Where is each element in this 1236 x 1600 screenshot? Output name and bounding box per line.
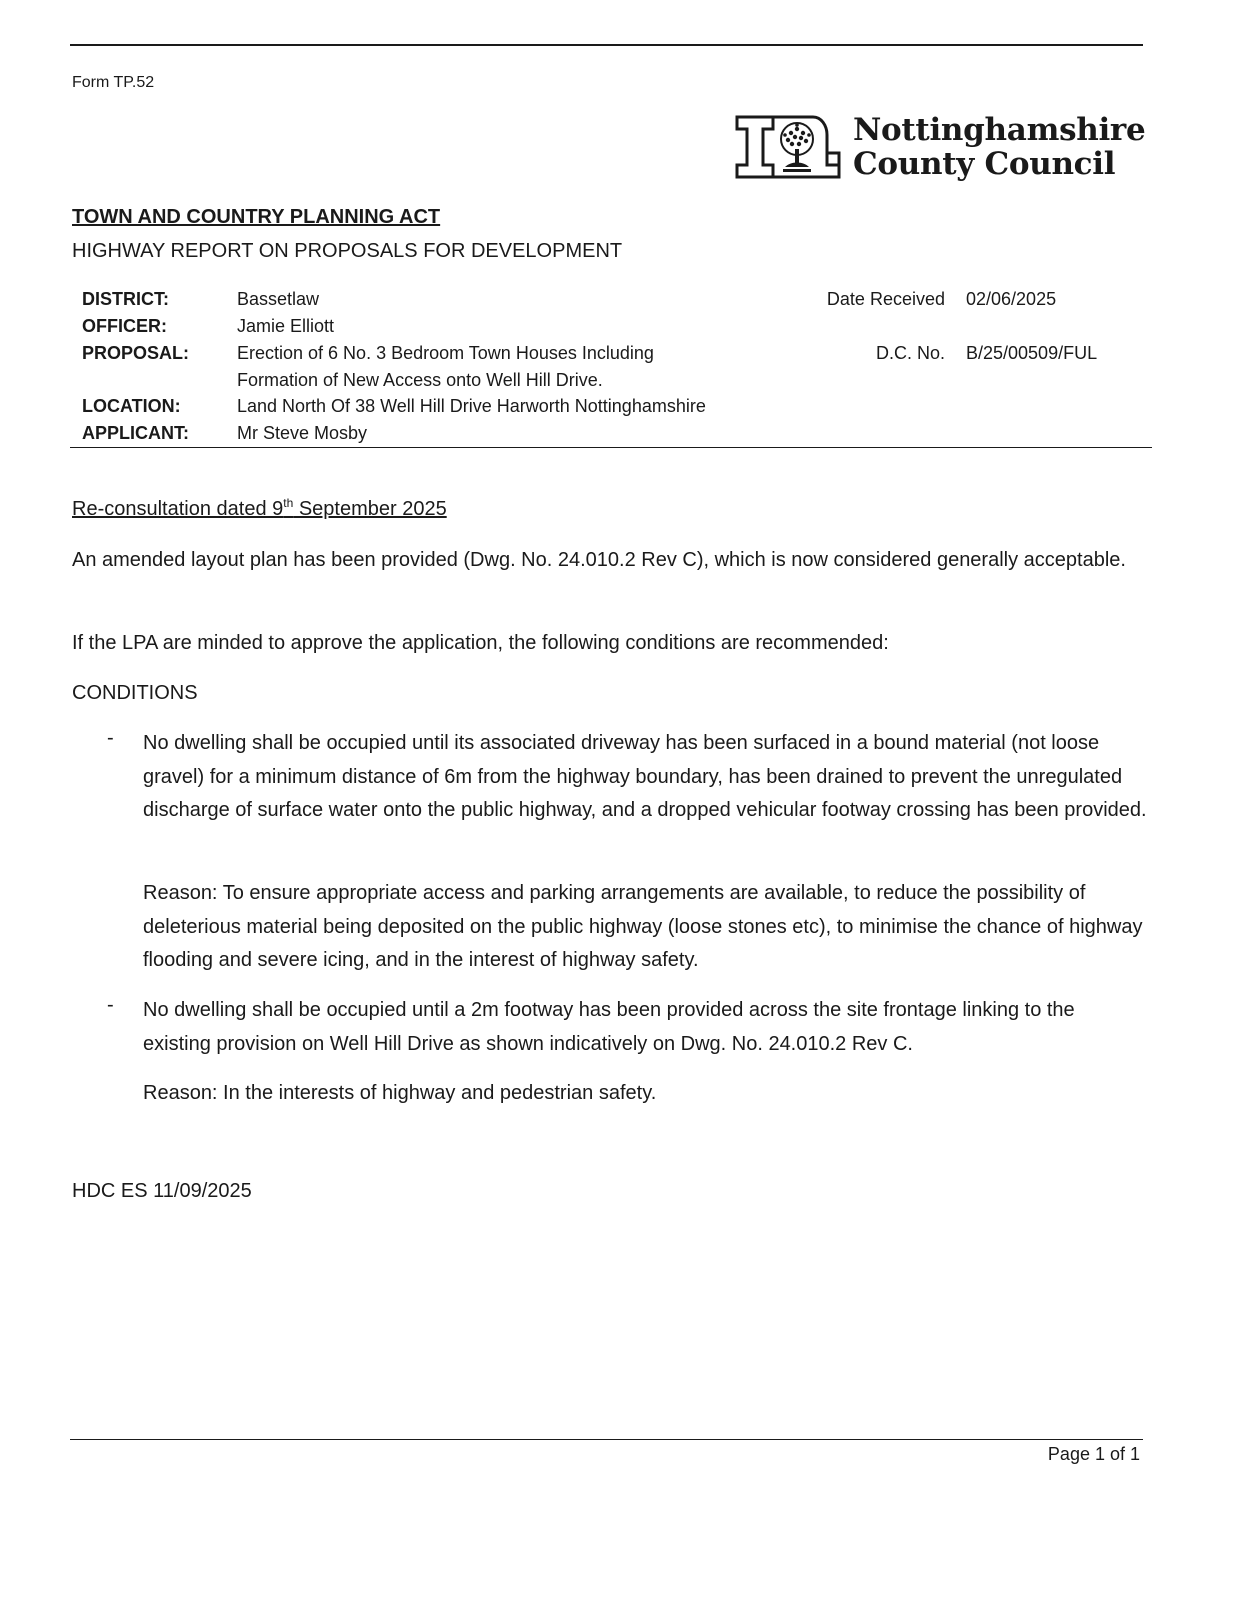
council-crest-icon: [735, 113, 843, 181]
header-rule: [70, 447, 1152, 448]
dc-no-label: D.C. No.: [875, 343, 945, 363]
condition-text: No dwelling shall be occupied until its associated driveway has been surfaced in a bound material (not loose gravel) for a minimum distance of 6m from the highway boundary, has been drained to prevent the unregulated discharge of surface water onto the public highway, and a dropped vehicular footway crossing has been provided.: [143, 732, 1147, 821]
location-label: LOCATION:: [82, 396, 181, 416]
heading-suffix: September 2025: [293, 498, 447, 520]
applicant-value: Mr Steve Mosby: [237, 423, 368, 443]
council-name-line1: Nottinghamshire: [853, 112, 1146, 148]
proposal-label: PROPOSAL:: [82, 343, 190, 363]
district-value: Bassetlaw: [237, 289, 320, 309]
location-value: Land North Of 38 Well Hill Drive Harworth Nottinghamshire: [237, 396, 706, 416]
sign-off: HDC ES 11/09/2025: [72, 1180, 252, 1202]
proposal-line2: Formation of New Access onto Well Hill Drive.: [237, 370, 603, 390]
council-name: [853, 113, 1145, 181]
dc-no-value: B/25/00509/FUL: [966, 343, 1098, 363]
heading-ordinal: th: [283, 496, 294, 510]
officer-value: Jamie Elliott: [237, 316, 335, 336]
condition-reason: Reason: To ensure appropriate access and parking arrangements are available, to reduce the possibility of deleterious material being deposited on the public highway (loose stones etc), to minimise the chance of highway flooding and severe icing, and in the interest of highway safety.: [143, 882, 1143, 971]
condition-bullet: -: [107, 727, 114, 749]
heading-prefix: Re-consultation dated 9: [72, 498, 284, 520]
page-number: Page 1 of 1: [1047, 1444, 1140, 1464]
form-reference: Form TP.52: [72, 74, 155, 91]
applicant-label: APPLICANT:: [82, 423, 189, 443]
council-name-line2: County Council: [853, 146, 1116, 182]
proposal-line1: Erection of 6 No. 3 Bedroom Town Houses Including: [237, 343, 654, 363]
reconsultation-heading: [72, 498, 447, 521]
footer-rule: [70, 1439, 1143, 1440]
conditions-heading: CONDITIONS: [72, 682, 198, 704]
district-label: DISTRICT:: [82, 289, 169, 309]
condition-bullet: -: [107, 994, 114, 1016]
intro-paragraph: An amended layout plan has been provided (Dwg. No. 24.010.2 Rev C), which is now considered generally acceptable.: [72, 549, 1126, 571]
officer-label: OFFICER:: [82, 316, 167, 336]
condition-reason: Reason: In the interests of highway and pedestrian safety.: [143, 1082, 657, 1104]
top-rule: [70, 44, 1143, 46]
council-logo: [735, 113, 1145, 189]
minded-paragraph: If the LPA are minded to approve the application, the following conditions are recommended:: [72, 632, 889, 654]
date-received-value: 02/06/2025: [966, 289, 1057, 309]
date-received-label: Date Received: [826, 289, 945, 309]
condition-text: No dwelling shall be occupied until a 2m footway has been provided across the site frontage linking to the existing provision on Well Hill Drive as shown indicatively on Dwg. No. 24.010.2 Rev C.: [143, 999, 1075, 1055]
report-subtitle: HIGHWAY REPORT ON PROPOSALS FOR DEVELOPMENT: [72, 240, 623, 262]
act-title: TOWN AND COUNTRY PLANNING ACT: [72, 206, 441, 228]
